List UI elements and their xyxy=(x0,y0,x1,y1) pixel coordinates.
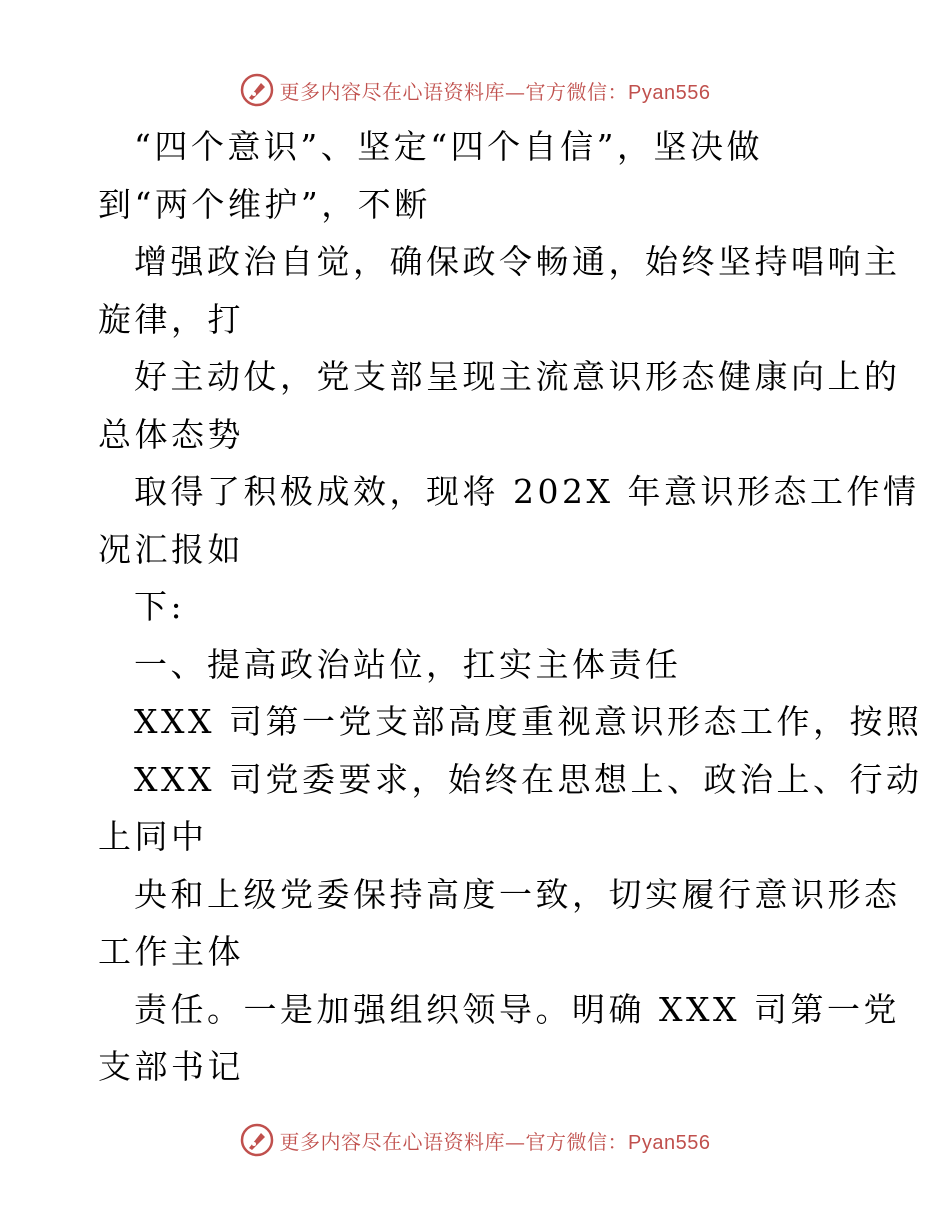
text-line: “四个意识”、坚定“四个自信”，坚决做 xyxy=(134,127,763,166)
watermark-id: Pyan556 xyxy=(628,81,711,104)
text-line: 旋律，打 xyxy=(98,299,244,339)
text-line: XXX 司党委要求，始终在思想上、政治上、行动 xyxy=(134,759,923,799)
watermark-separator: — xyxy=(505,1129,526,1154)
text-line: XXX 司第一党支部高度重视意识形态工作，按照 xyxy=(134,702,923,741)
header-watermark xyxy=(0,70,950,110)
text-line: 取得了积极成效，现将 202X 年意识形态工作情 xyxy=(134,472,920,511)
document-body xyxy=(98,118,923,1096)
watermark-text xyxy=(280,76,711,105)
watermark-brand: 更多内容尽在心语资料库 xyxy=(279,1129,506,1154)
watermark-separator: — xyxy=(505,79,526,104)
text-line: 央和上级党委保持高度一致，切实履行意识形态 xyxy=(134,874,901,914)
text-line: 况汇报如 xyxy=(98,529,244,569)
watermark-text xyxy=(280,1126,711,1155)
text-line: 责任。一是加强组织领导。明确 XXX 司第一党 xyxy=(134,989,900,1029)
text-line: 上同中 xyxy=(98,817,208,856)
watermark-label: 官方微信： xyxy=(525,79,629,104)
watermark-brand: 更多内容尽在心语资料库 xyxy=(279,79,506,104)
text-line: 工作主体 xyxy=(98,932,244,971)
watermark-id: Pyan556 xyxy=(628,1131,711,1154)
pen-nib-logo-icon xyxy=(240,73,274,107)
watermark-label: 官方微信： xyxy=(525,1129,629,1154)
text-line: 下: xyxy=(134,587,186,626)
text-line: 总体态势 xyxy=(98,414,244,454)
text-line: 好主动仗，党支部呈现主流意识形态健康向上的 xyxy=(134,357,901,396)
text-line: 到“两个维护”，不断 xyxy=(98,184,431,224)
footer-watermark xyxy=(0,1120,950,1160)
text-line: 支部书记 xyxy=(98,1047,244,1086)
pen-nib-logo-icon xyxy=(240,1123,274,1157)
text-line: 增强政治自觉，确保政令畅通，始终坚持唱响主 xyxy=(134,242,901,281)
text-line: 一、提高政治站位，扛实主体责任 xyxy=(134,644,682,684)
